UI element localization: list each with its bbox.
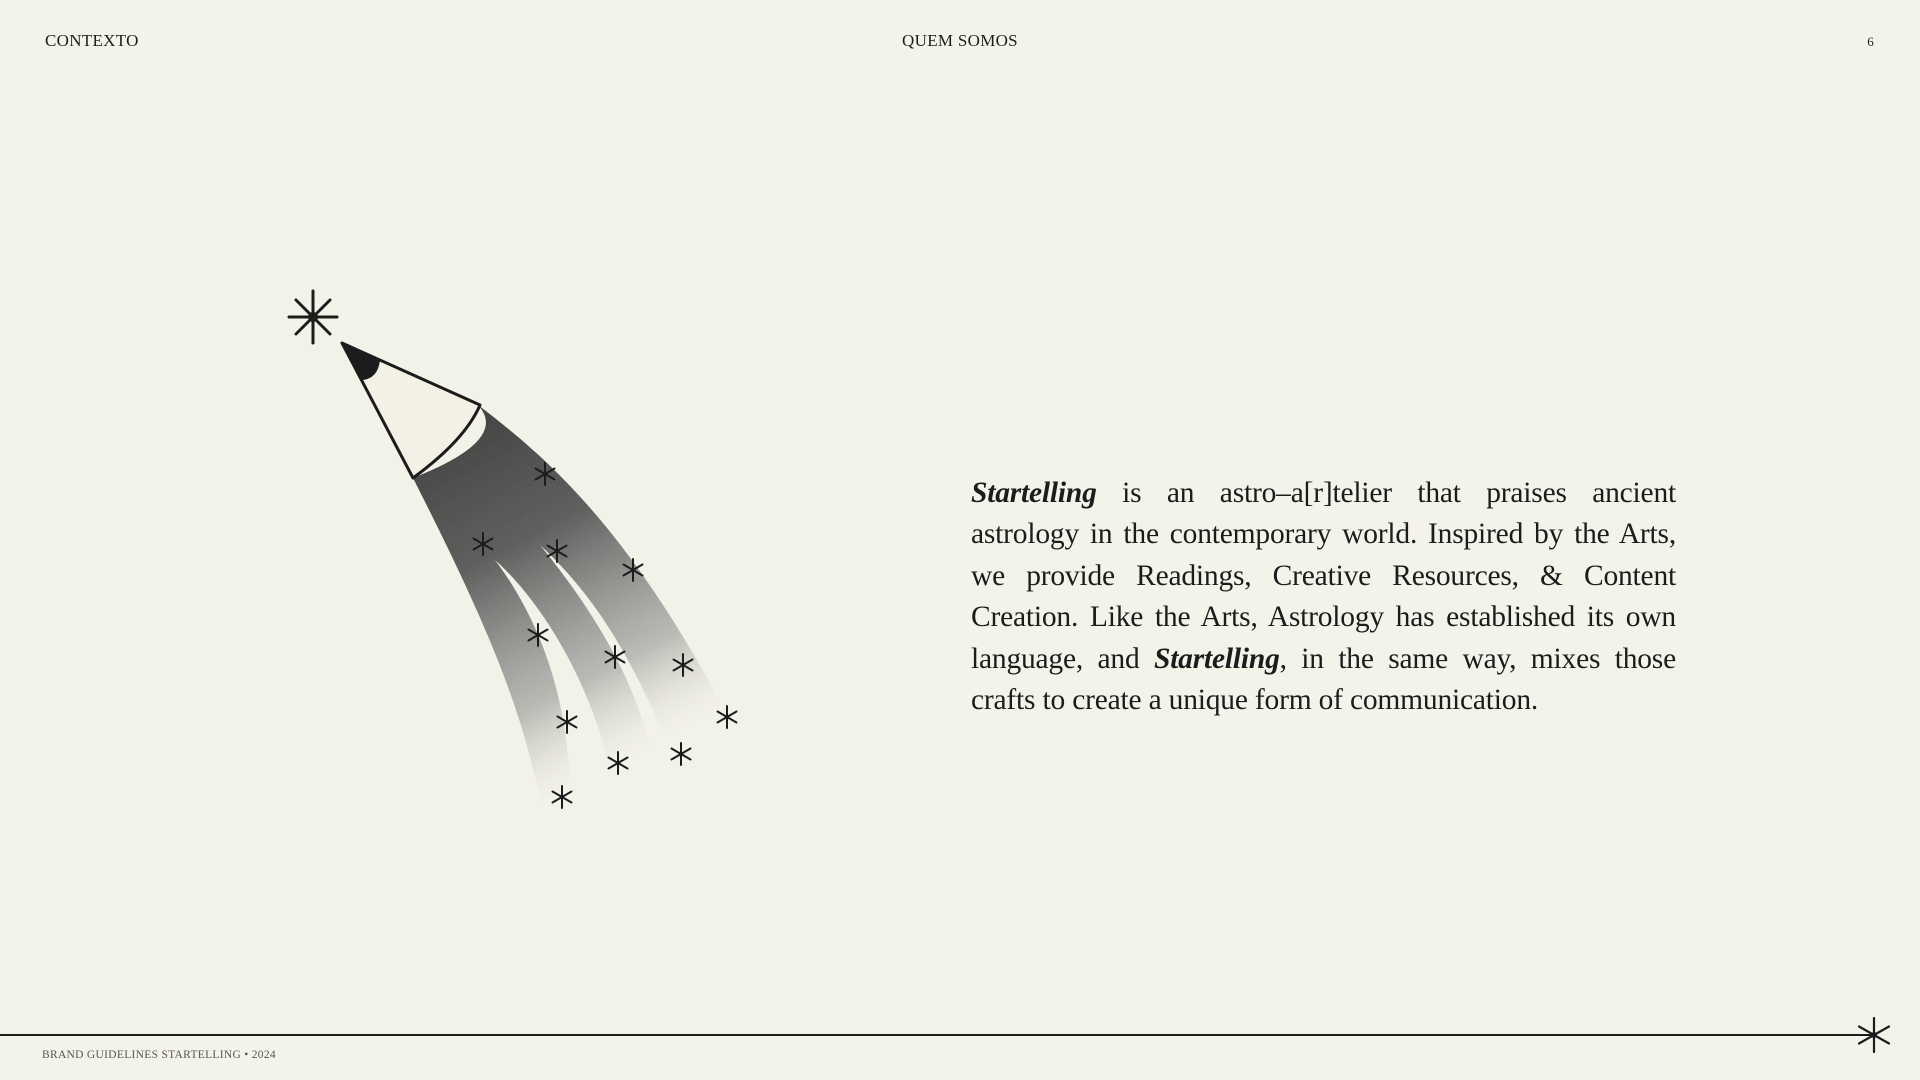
page-number: 6: [1867, 34, 1874, 49]
intro-text-part-2: , in the same way, mixes those crafts to create a unique form of communication.: [971, 642, 1676, 716]
intro-text-part-1: is an astro–a[r]telier that praises ancient astrology in the contemporary world. Inspired by the Arts, we provide Readings, Creative Resources, & Content Creation. Like the Arts, Astrology has established its own language, and: [971, 476, 1676, 675]
section-label: CONTEXTO: [45, 31, 139, 50]
footer-divider: [0, 1034, 1872, 1036]
shooting-star-pencil-icon: [210, 160, 850, 950]
page-title: QUEM SOMOS: [902, 31, 1018, 50]
footer-text: BRAND GUIDELINES STARTELLING • 2024: [42, 1049, 276, 1061]
intro-paragraph: [971, 473, 1676, 722]
star-icon: [1855, 1016, 1893, 1054]
brand-name: Startelling: [971, 476, 1097, 509]
brand-name: Startelling: [1153, 642, 1280, 675]
